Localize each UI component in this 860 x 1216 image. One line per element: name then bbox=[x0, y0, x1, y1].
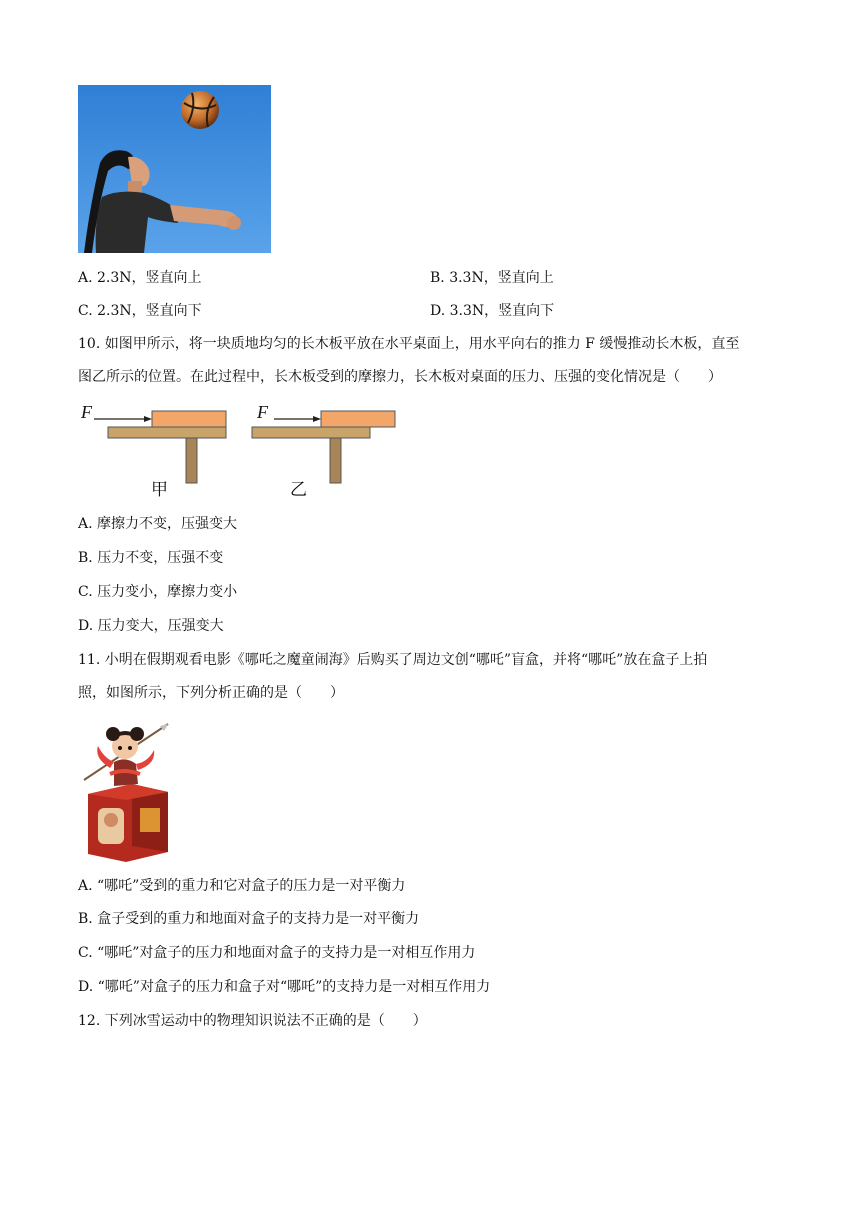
force-label-right: F bbox=[257, 402, 268, 422]
q9-option-a: A. 2.3N，竖直向上 bbox=[78, 270, 202, 286]
volleyball-photo bbox=[78, 85, 271, 253]
q9-option-b: B. 3.3N，竖直向上 bbox=[430, 270, 554, 286]
q11-option-b: B. 盒子受到的重力和地面对盒子的支持力是一对平衡力 bbox=[78, 911, 420, 927]
q10-option-a: A. 摩擦力不变，压强变大 bbox=[78, 516, 238, 532]
q10-option-c: C. 压力变小，摩擦力变小 bbox=[78, 584, 238, 600]
caption-yi: 乙 bbox=[290, 480, 307, 500]
q11-stem-line2: 照，如图所示，下列分析正确的是（ ） bbox=[78, 685, 344, 701]
q11-option-c: C. “哪吒”对盒子的压力和地面对盒子的支持力是一对相互作用力 bbox=[78, 945, 476, 961]
caption-jia: 甲 bbox=[151, 480, 168, 500]
q9-option-d: D. 3.3N，竖直向下 bbox=[430, 303, 555, 319]
q11-stem-line1: 11. 小明在假期观看电影《哪吒之魔童闹海》后购买了周边文创“哪吒”盲盒，并将“哪吒”放在盒子上拍 bbox=[78, 652, 708, 668]
board-push-diagram bbox=[78, 400, 408, 500]
q10-option-b: B. 压力不变，压强不变 bbox=[78, 550, 224, 566]
q9-option-c: C. 2.3N，竖直向下 bbox=[78, 303, 202, 319]
force-label-left: F bbox=[81, 402, 92, 422]
q10-option-d: D. 压力变大，压强变大 bbox=[78, 618, 224, 634]
q11-option-a: A. “哪吒”受到的重力和它对盒子的压力是一对平衡力 bbox=[78, 878, 406, 894]
q10-stem-line1: 10. 如图甲所示，将一块质地均匀的长木板平放在水平桌面上，用水平向右的推力 F 缓慢推动长木板，直至 bbox=[78, 336, 740, 352]
q10-stem-line2: 图乙所示的位置。在此过程中，长木板受到的摩擦力，长木板对桌面的压力、压强的变化情况是（ ） bbox=[78, 369, 722, 385]
q11-option-d: D. “哪吒”对盒子的压力和盒子对“哪吒”的支持力是一对相互作用力 bbox=[78, 979, 491, 995]
q12-stem: 12. 下列冰雪运动中的物理知识说法不正确的是（ ） bbox=[78, 1013, 427, 1029]
nezha-figurine-photo bbox=[80, 718, 175, 864]
